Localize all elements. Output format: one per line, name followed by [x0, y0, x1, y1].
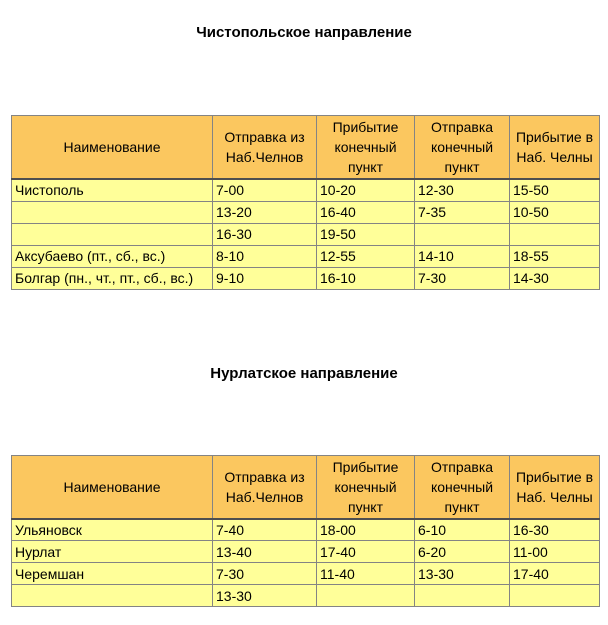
time-cell: 9-10	[213, 267, 317, 289]
schedule-table-chistopol	[11, 115, 600, 290]
time-cell: 16-30	[213, 223, 317, 245]
time-cell: 6-10	[415, 519, 510, 541]
time-cell: 18-55	[510, 245, 600, 267]
time-cell: 13-40	[213, 541, 317, 563]
time-cell: 7-00	[213, 179, 317, 201]
time-cell	[510, 223, 600, 245]
column-header-arrival-endpoint: Прибытие конечный пункт	[317, 455, 415, 519]
time-cell	[510, 585, 600, 607]
time-cell: 11-40	[317, 563, 415, 585]
time-cell: 13-30	[415, 563, 510, 585]
time-cell: 17-40	[510, 563, 600, 585]
time-cell: 7-40	[213, 519, 317, 541]
table-row	[12, 201, 600, 223]
schedule-table-nurlat	[11, 455, 600, 608]
time-cell: 10-50	[510, 201, 600, 223]
time-cell: 13-30	[213, 585, 317, 607]
route-name-cell: Болгар (пн., чт., пт., сб., вс.)	[12, 267, 213, 289]
route-name-cell: Ульяновск	[12, 519, 213, 541]
table-row	[12, 245, 600, 267]
time-cell: 11-00	[510, 541, 600, 563]
table-header-row	[12, 116, 600, 180]
column-header-departure-chelny: Отправка из Наб.Челнов	[213, 455, 317, 519]
column-header-arrival-endpoint: Прибытие конечный пункт	[317, 116, 415, 180]
time-cell: 18-00	[317, 519, 415, 541]
time-cell	[415, 223, 510, 245]
time-cell: 17-40	[317, 541, 415, 563]
column-header-name: Наименование	[12, 455, 213, 519]
time-cell: 16-10	[317, 267, 415, 289]
time-cell	[317, 585, 415, 607]
time-cell: 7-35	[415, 201, 510, 223]
time-cell: 14-10	[415, 245, 510, 267]
table-row	[12, 267, 600, 289]
time-cell: 7-30	[415, 267, 510, 289]
table-row	[12, 179, 600, 201]
time-cell: 10-20	[317, 179, 415, 201]
time-cell: 12-30	[415, 179, 510, 201]
time-cell	[415, 585, 510, 607]
route-name-cell: Аксубаево (пт., сб., вс.)	[12, 245, 213, 267]
table-row	[12, 541, 600, 563]
route-name-cell: Нурлат	[12, 541, 213, 563]
route-name-cell: Чистополь	[12, 179, 213, 201]
section-title-nurlat: Нурлатское направление	[210, 364, 398, 382]
column-header-arrival-chelny: Прибытие в Наб. Челны	[510, 455, 600, 519]
time-cell: 16-30	[510, 519, 600, 541]
time-cell: 15-50	[510, 179, 600, 201]
table-row	[12, 563, 600, 585]
time-cell: 12-55	[317, 245, 415, 267]
column-header-name: Наименование	[12, 116, 213, 180]
time-cell: 6-20	[415, 541, 510, 563]
column-header-departure-chelny: Отправка из Наб.Челнов	[213, 116, 317, 180]
route-name-cell	[12, 201, 213, 223]
section-title-chistopol: Чистопольское направление	[196, 24, 412, 41]
route-name-cell: Черемшан	[12, 563, 213, 585]
route-name-cell	[12, 585, 213, 607]
time-cell: 13-20	[213, 201, 317, 223]
table-row	[12, 585, 600, 607]
time-cell: 7-30	[213, 563, 317, 585]
time-cell: 16-40	[317, 201, 415, 223]
table-header-row	[12, 455, 600, 519]
table-row	[12, 223, 600, 245]
time-cell: 19-50	[317, 223, 415, 245]
column-header-departure-endpoint: Отправка конечный пункт	[415, 116, 510, 180]
column-header-arrival-chelny: Прибытие в Наб. Челны	[510, 116, 600, 180]
time-cell: 14-30	[510, 267, 600, 289]
table-row	[12, 519, 600, 541]
column-header-departure-endpoint: Отправка конечный пункт	[415, 455, 510, 519]
route-name-cell	[12, 223, 213, 245]
time-cell: 8-10	[213, 245, 317, 267]
